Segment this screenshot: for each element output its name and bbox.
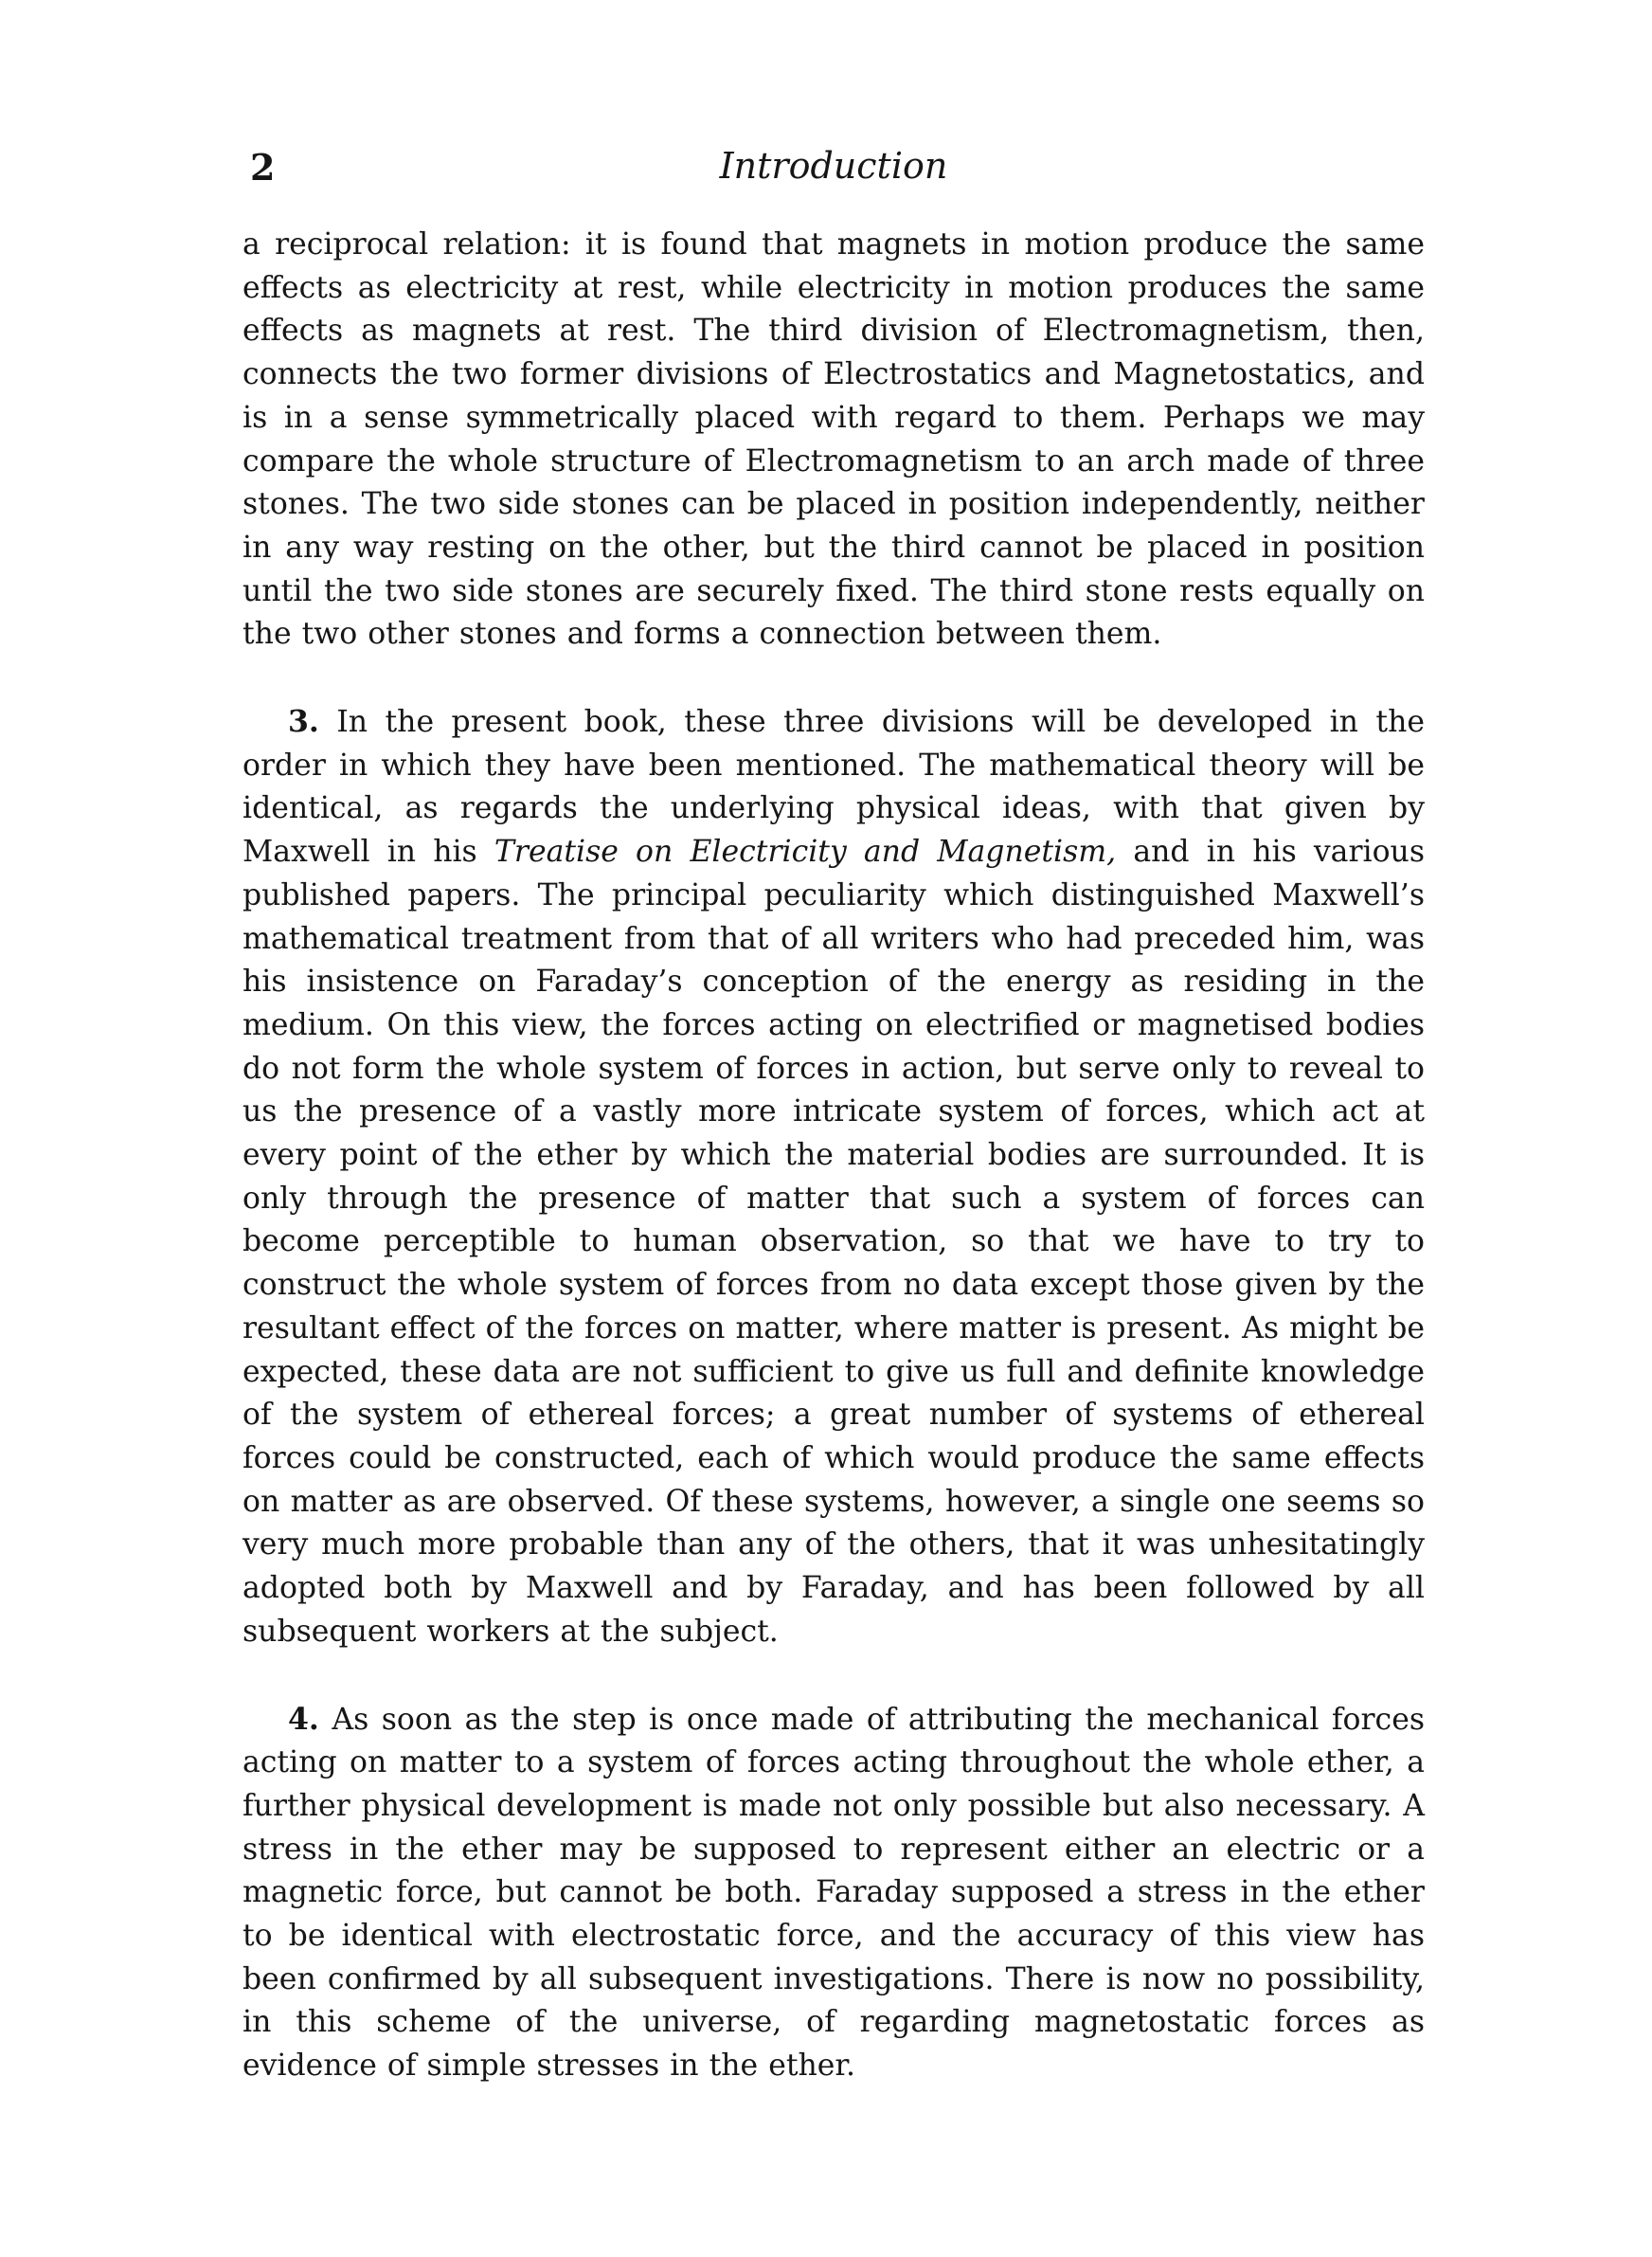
- section-number: 4.: [288, 1701, 319, 1737]
- paragraph-section-4: [242, 1698, 1425, 2088]
- section-number: 3.: [288, 704, 319, 740]
- body-text: [242, 224, 1425, 2088]
- paragraph-spacer: [242, 657, 1425, 700]
- running-title: Introduction: [719, 145, 948, 187]
- book-title: Treatise on Electricity and Magnetism,: [494, 835, 1117, 870]
- page-header: [242, 142, 1425, 199]
- paragraph-text-before-title: In the present book, these three divisions will be developed in the order in which they have been mentioned. The mathematical theory will be identical, as regards the underlying physical ideas, with that given by Maxwell in his: [242, 705, 1425, 870]
- paragraph-text-after-title: and in his various published papers. The principal peculiarity which distinguished Maxwell’s mathematical treatment from that of all writers who had preceded him, was his insistence on Faraday’s conception of the energy as residing in the medium. On this view, the forces acting on electrified or magnetised bodies do not form the whole system of forces in action, but serve only to reveal to us the presence of a vastly more intricate system of forces, which act at every point of the ether by which the material bodies are surrounded. It is only through the presence of matter that such a system of forces can become perceptible to human observation, so that we have to try to construct the whole system of forces from no data except those given by the resultant effect of the forces on matter, where matter is present. As might be expected, these data are not sufficient to give us full and definite knowledge of the system of ethereal forces; a great number of systems of ethereal forces could be constructed, each of which would produce the same effects on matter as are observed. Of these systems, however, a single one seems so very much more probable than any of the others, that it was unhesitatingly adopted both by Maxwell and by Faraday, and has been followed by all subsequent workers at the subject.: [242, 835, 1425, 1649]
- paragraph-text: As soon as the step is once made of attributing the mechanical forces acting on matter to a system of forces acting throughout the whole ether, a further physical development is made not only possible but also necessary. A stress in the ether may be supposed to represent either an electric or a magnetic force, but cannot be both. Faraday supposed a stress in the ether to be identical with electrostatic force, and the accuracy of this view has been confirmed by all subsequent investigations. There is now no possibility, in this scheme of the universe, of regarding magnetostatic forces as evidence of simple stresses in the ether.: [242, 1702, 1425, 2084]
- page-number: 2: [250, 146, 276, 189]
- paragraph-section-3: [242, 700, 1425, 1653]
- paragraph-continued: [242, 224, 1425, 657]
- paragraph-spacer: [242, 1654, 1425, 1698]
- paragraph-text: a reciprocal relation: it is found that magnets in motion produce the same effects as electricity at rest, while electricity in motion produces the same effects as magnets at rest. The third division of Electromagnetism, then, connects the two former divisions of Electrostatics and Magnetostatics, and is in a sense symmetrically placed with regard to them. Perhaps we may compare the whole structure of Electromagnetism to an arch made of three stones. The two side stones can be placed in position independently, neither in any way resting on the other, but the third cannot be placed in position until the two side stones are securely fixed. The third stone rests equally on the two other stones and forms a connection between them.: [242, 227, 1425, 652]
